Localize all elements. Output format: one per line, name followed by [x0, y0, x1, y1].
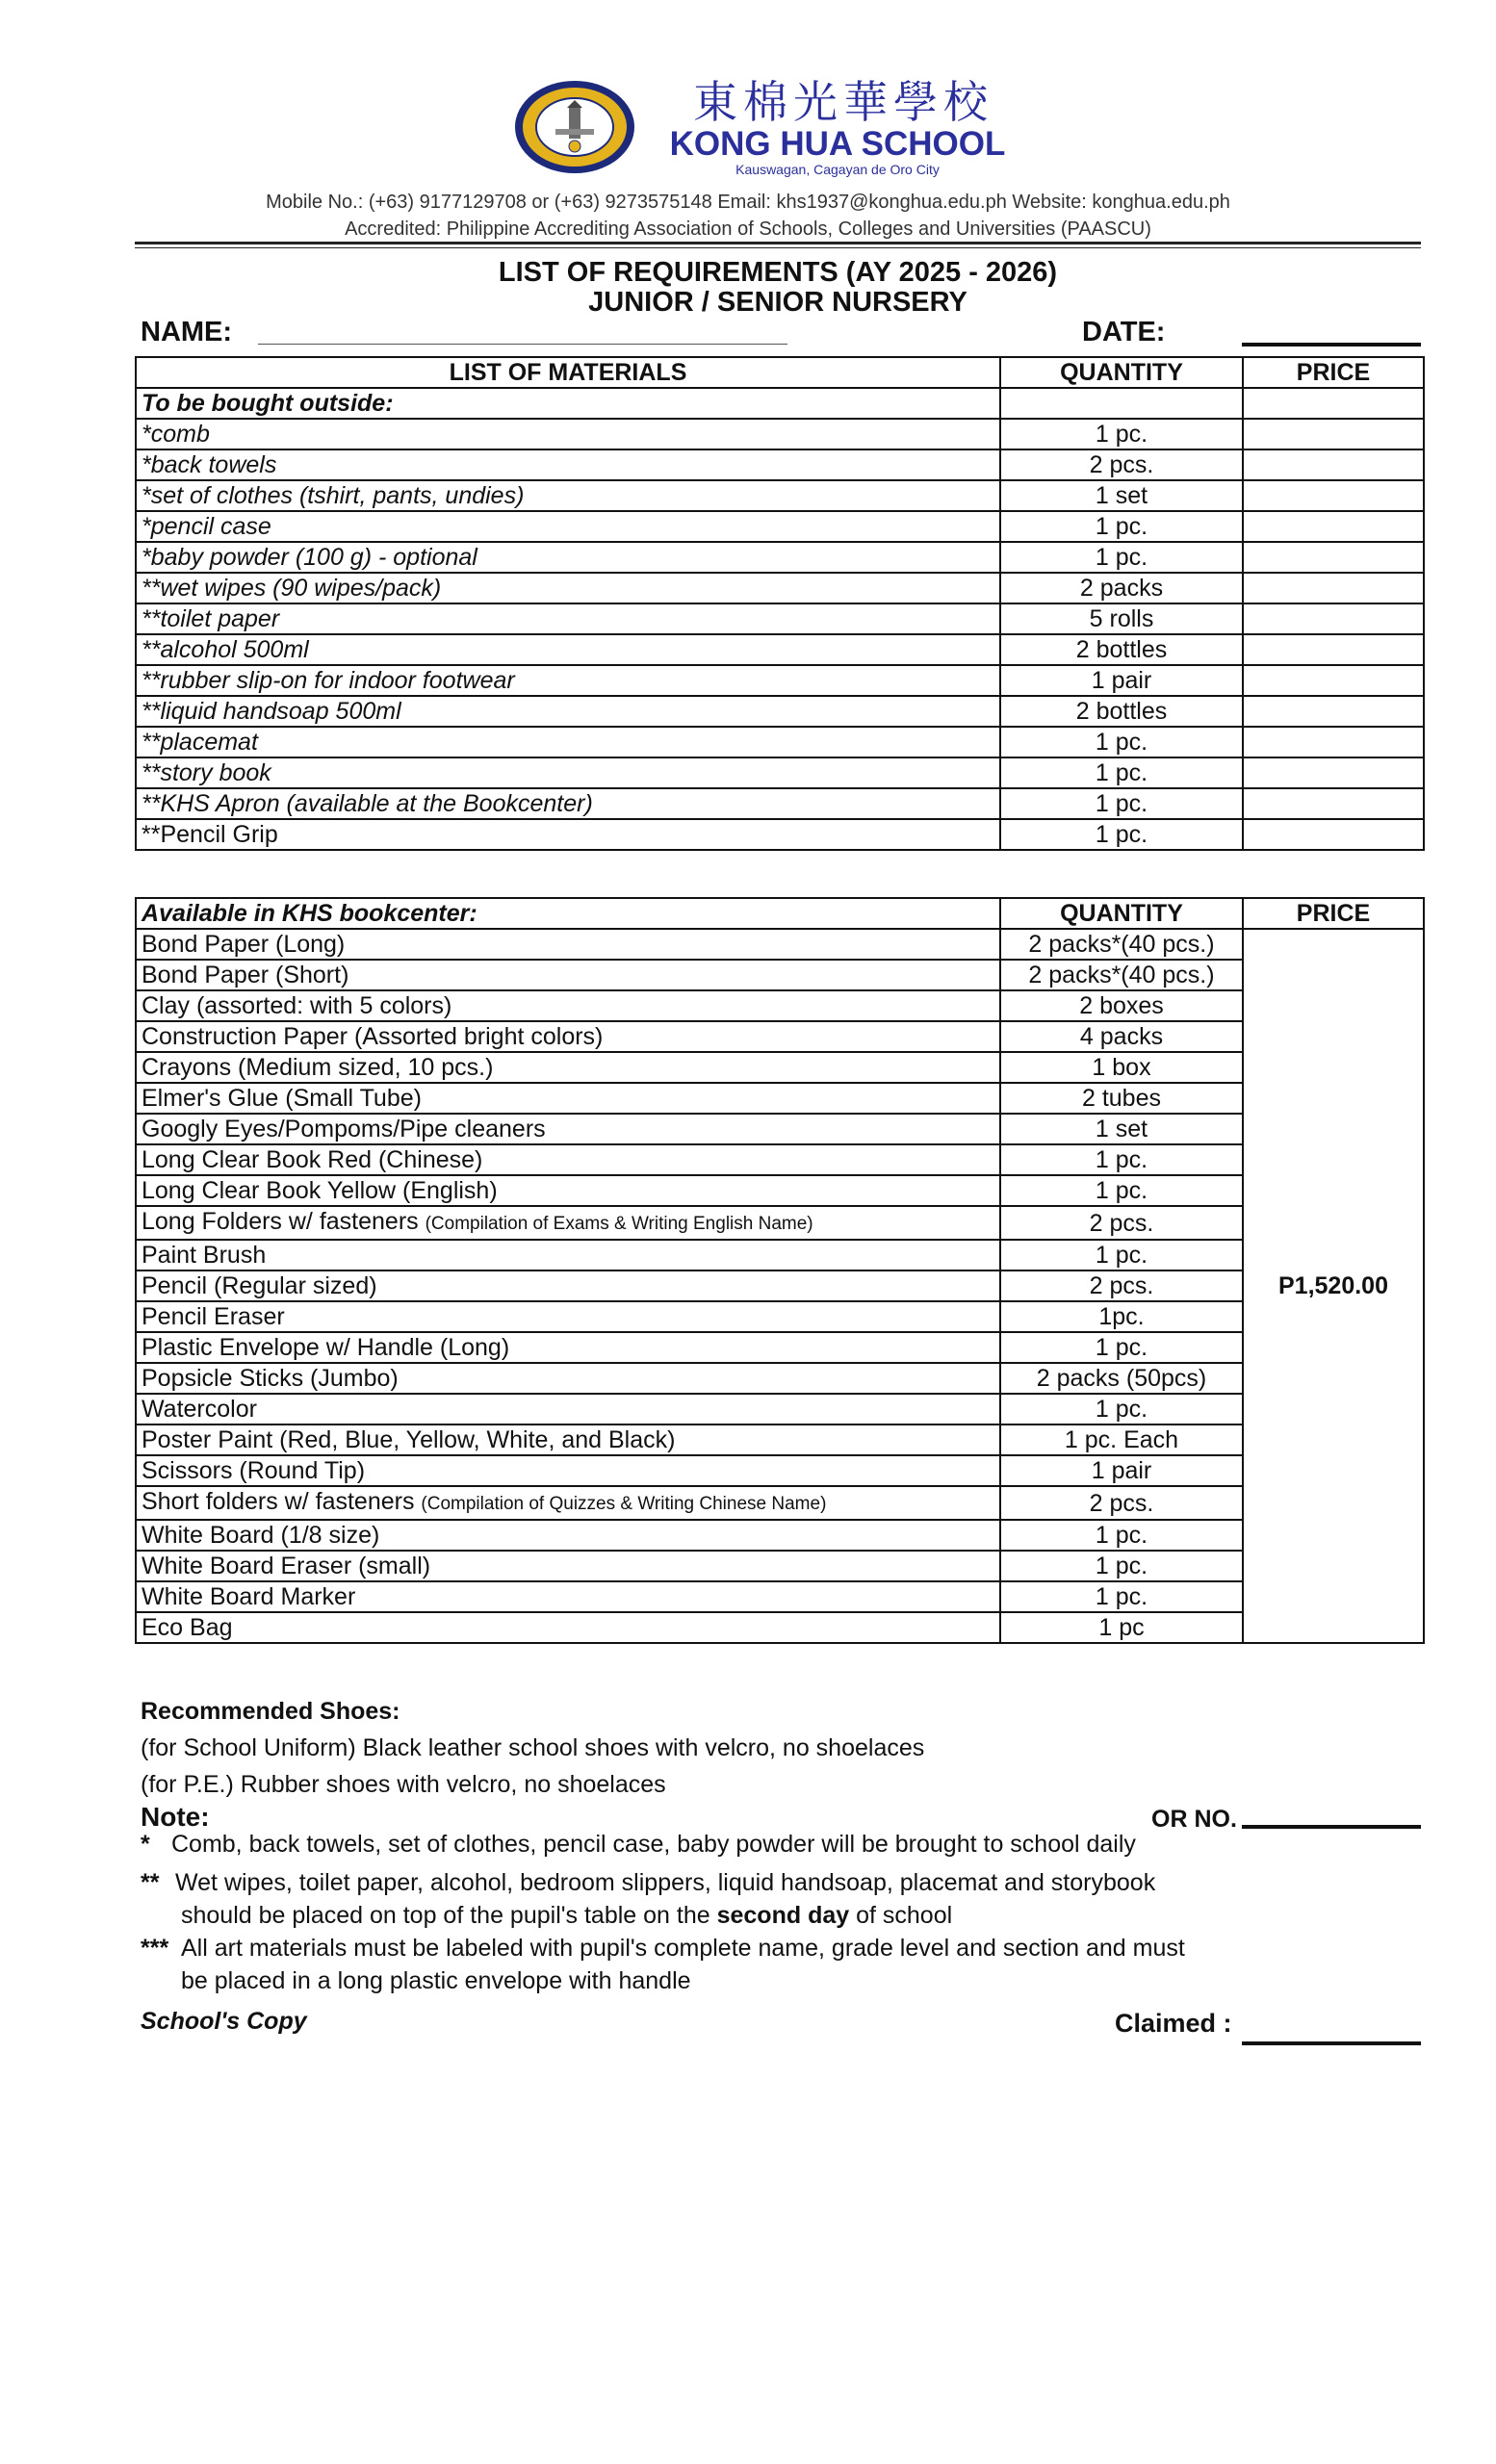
quantity-cell: 1 pc.: [1000, 1175, 1243, 1206]
table-row: [136, 573, 1424, 603]
material-name-cell: **alcohol 500ml: [136, 634, 1000, 665]
material-name-cell: [136, 1175, 1000, 1206]
material-name-cell: [136, 1424, 1000, 1455]
material-name: Watercolor: [142, 1396, 257, 1423]
table-row: [136, 819, 1424, 850]
material-name-cell: [136, 1301, 1000, 1332]
material-name-cell: [136, 1332, 1000, 1363]
school-address: Kauswagan, Cagayan de Oro City: [735, 162, 940, 177]
school-copy-label: School's Copy: [141, 2008, 307, 2035]
material-name-cell: **KHS Apron (available at the Bookcenter): [136, 788, 1000, 819]
quantity-header: QUANTITY: [1000, 357, 1243, 388]
material-name: White Board Eraser (small): [142, 1553, 431, 1579]
table-header-row: [136, 898, 1424, 929]
table-row: [136, 1083, 1424, 1114]
material-name-cell: [136, 1144, 1000, 1175]
material-name: Poster Paint (Red, Blue, Yellow, White, and Black): [142, 1426, 676, 1453]
note-2-text-a: should be placed on top of the pupil's table on the: [181, 1902, 717, 1929]
quantity-cell: 1 pc.: [1000, 419, 1243, 449]
material-name-cell: [136, 1455, 1000, 1486]
material-name-cell: [136, 1520, 1000, 1551]
quantity-cell: 1 pc.: [1000, 819, 1243, 850]
quantity-cell: 1 pc.: [1000, 542, 1243, 573]
table-row: [136, 1144, 1424, 1175]
material-name: Bond Paper (Short): [142, 962, 349, 988]
quantity-cell: 2 pcs.: [1000, 1270, 1243, 1301]
table-row: [136, 1270, 1424, 1301]
table-row: [136, 1206, 1424, 1240]
table-row: [136, 1612, 1424, 1643]
shoes-heading: Recommended Shoes:: [141, 1698, 400, 1725]
material-name-cell: [136, 1206, 1000, 1240]
price-cell[interactable]: [1243, 665, 1424, 696]
material-name-cell: [136, 1114, 1000, 1144]
price-cell[interactable]: [1243, 419, 1424, 449]
table-row: [136, 929, 1424, 960]
material-name: Pencil Eraser: [142, 1303, 285, 1330]
table-row: [136, 1240, 1424, 1270]
quantity-cell: 2 packs: [1000, 573, 1243, 603]
table-row: [136, 480, 1424, 511]
price-cell[interactable]: [1243, 449, 1424, 480]
quantity-cell: 2 boxes: [1000, 990, 1243, 1021]
quantity-cell: 1 pc.: [1000, 511, 1243, 542]
material-name-cell: [136, 1021, 1000, 1052]
material-name: Long Clear Book Yellow (English): [142, 1177, 498, 1204]
quantity-cell: 1 pc.: [1000, 1581, 1243, 1612]
material-name-cell: **liquid handsoap 500ml: [136, 696, 1000, 727]
material-name-cell: **toilet paper: [136, 603, 1000, 634]
material-name: Elmer's Glue (Small Tube): [142, 1085, 422, 1112]
price-cell[interactable]: [1243, 603, 1424, 634]
price-cell[interactable]: [1243, 511, 1424, 542]
material-name: Crayons (Medium sized, 10 pcs.): [142, 1054, 494, 1081]
material-name-cell: [136, 1551, 1000, 1581]
contact-info: Mobile No.: (+63) 9177129708 or (+63) 9273575148 Email: khs1937@konghua.edu.ph Website: konghua.edu.ph: [266, 192, 1230, 213]
table-row: [136, 727, 1424, 757]
material-name: Popsicle Sticks (Jumbo): [142, 1365, 399, 1392]
quantity-cell: 2 pcs.: [1000, 449, 1243, 480]
quantity-header: QUANTITY: [1000, 898, 1243, 929]
quantity-cell: 1 pc.: [1000, 757, 1243, 788]
quantity-cell: 1 pc.: [1000, 727, 1243, 757]
quantity-cell: 1 pc.: [1000, 1332, 1243, 1363]
quantity-cell: 1 pc.: [1000, 1240, 1243, 1270]
material-name-cell: [136, 960, 1000, 990]
material-name: Construction Paper (Assorted bright colors): [142, 1023, 604, 1050]
table-row: [136, 788, 1424, 819]
note-1-marker: *: [141, 1831, 150, 1858]
school-name-chinese: 東棉光華學校: [693, 76, 993, 128]
quantity-cell: 2 pcs.: [1000, 1206, 1243, 1240]
table-row: [136, 1486, 1424, 1520]
price-cell[interactable]: [1243, 634, 1424, 665]
quantity-cell: 1 pc.: [1000, 788, 1243, 819]
materials-header: LIST OF MATERIALS: [136, 357, 1000, 388]
header-divider: [135, 242, 1421, 244]
quantity-cell: 1 pc. Each: [1000, 1424, 1243, 1455]
quantity-cell: 2 pcs.: [1000, 1486, 1243, 1520]
accreditation-info: Accredited: Philippine Accrediting Association of Schools, Colleges and Universities (PAASCU): [345, 218, 1151, 240]
note-heading: Note:: [141, 1802, 210, 1832]
price-cell[interactable]: [1243, 573, 1424, 603]
material-name: Plastic Envelope w/ Handle (Long): [142, 1334, 510, 1361]
material-name: Eco Bag: [142, 1614, 233, 1641]
quantity-cell: 1 pair: [1000, 1455, 1243, 1486]
table-row: [136, 1052, 1424, 1083]
note-3-line-1: All art materials must be labeled with pupil's complete name, grade level and section and must: [181, 1935, 1185, 1962]
quantity-cell: 1 set: [1000, 480, 1243, 511]
shoes-pe: (for P.E.) Rubber shoes with velcro, no shoelaces: [141, 1771, 666, 1798]
material-name-cell: [136, 1581, 1000, 1612]
material-name-cell: **wet wipes (90 wipes/pack): [136, 573, 1000, 603]
material-name: White Board Marker: [142, 1583, 356, 1610]
price-cell[interactable]: [1243, 788, 1424, 819]
material-name: Scissors (Round Tip): [142, 1457, 366, 1484]
material-name-cell: *back towels: [136, 449, 1000, 480]
material-name: Long Folders w/ fasteners: [142, 1208, 419, 1235]
material-name: Paint Brush: [142, 1242, 267, 1269]
material-name-cell: [136, 1363, 1000, 1394]
quantity-cell: 1 pc.: [1000, 1144, 1243, 1175]
table-row: [136, 603, 1424, 634]
material-name-cell: **rubber slip-on for indoor footwear: [136, 665, 1000, 696]
name-field-line[interactable]: [258, 344, 787, 345]
quantity-cell: 1 pair: [1000, 665, 1243, 696]
material-name-cell: [136, 1612, 1000, 1643]
table-row: [136, 1301, 1424, 1332]
table-header-row: [136, 357, 1424, 388]
table-row: [136, 1114, 1424, 1144]
table-row: [136, 449, 1424, 480]
table-row: [136, 419, 1424, 449]
material-note: (Compilation of Quizzes & Writing Chinese Name): [421, 1494, 827, 1514]
materials-outside-table: [135, 356, 1425, 851]
material-name-cell: **story book: [136, 757, 1000, 788]
or-number-field-line[interactable]: [1242, 1825, 1421, 1829]
quantity-cell: 2 bottles: [1000, 696, 1243, 727]
note-2-marker: **: [141, 1869, 160, 1896]
claimed-signature-line[interactable]: [1242, 2041, 1421, 2045]
note-2-line-2: [181, 1900, 952, 1931]
price-cell[interactable]: [1243, 757, 1424, 788]
quantity-cell: 1 set: [1000, 1114, 1243, 1144]
table-row: [136, 634, 1424, 665]
date-field-line[interactable]: [1242, 343, 1421, 346]
price-cell[interactable]: [1243, 727, 1424, 757]
quantity-cell: 1 box: [1000, 1052, 1243, 1083]
note-3-marker: ***: [141, 1935, 169, 1962]
quantity-cell: 4 packs: [1000, 1021, 1243, 1052]
document-title: LIST OF REQUIREMENTS (AY 2025 - 2026): [498, 257, 1058, 288]
quantity-cell: 2 packs*(40 pcs.): [1000, 929, 1243, 960]
quantity-cell: 2 tubes: [1000, 1083, 1243, 1114]
price-cell[interactable]: [1243, 480, 1424, 511]
table-row: [136, 1455, 1424, 1486]
material-name-cell: *comb: [136, 419, 1000, 449]
quantity-cell: 2 packs*(40 pcs.): [1000, 960, 1243, 990]
shoes-uniform: (for School Uniform) Black leather school shoes with velcro, no shoelaces: [141, 1734, 925, 1761]
price-header: PRICE: [1243, 357, 1424, 388]
material-name: Clay (assorted: with 5 colors): [142, 992, 452, 1019]
table-row: [136, 542, 1424, 573]
section-label-bookcenter: Available in KHS bookcenter:: [136, 898, 1000, 929]
note-2-emphasis: second day: [716, 1902, 850, 1929]
date-label: DATE:: [1082, 317, 1166, 347]
material-name-cell: [136, 1486, 1000, 1520]
school-seal-logo: [513, 79, 636, 175]
price-cell[interactable]: [1243, 696, 1424, 727]
quantity-cell: 1 pc.: [1000, 1394, 1243, 1424]
material-name: Long Clear Book Red (Chinese): [142, 1146, 483, 1173]
price-cell[interactable]: [1243, 542, 1424, 573]
quantity-cell: 1 pc: [1000, 1612, 1243, 1643]
or-number-label: OR NO.: [1151, 1806, 1237, 1833]
material-name-cell: [136, 1240, 1000, 1270]
note-2-line-1: Wet wipes, toilet paper, alcohol, bedroom slippers, liquid handsoap, placemat and storybook: [175, 1869, 1156, 1896]
material-name-cell: [136, 1394, 1000, 1424]
table-row: [136, 696, 1424, 727]
material-name-cell: *set of clothes (tshirt, pants, undies): [136, 480, 1000, 511]
material-name: Short folders w/ fasteners: [142, 1488, 415, 1515]
school-name-english: KONG HUA SCHOOL: [669, 125, 1006, 163]
quantity-cell: 2 packs (50pcs): [1000, 1363, 1243, 1394]
table-row: [136, 1021, 1424, 1052]
material-name-cell: [136, 1083, 1000, 1114]
price-cell[interactable]: [1243, 819, 1424, 850]
table-row: [136, 960, 1424, 990]
table-row: [136, 990, 1424, 1021]
material-name-cell: [136, 929, 1000, 960]
price-cell[interactable]: [1243, 388, 1424, 419]
header-divider-thin: [135, 247, 1421, 248]
material-name: White Board (1/8 size): [142, 1522, 380, 1549]
table-row: [136, 1520, 1424, 1551]
table-row: [136, 1332, 1424, 1363]
table-row: [136, 1551, 1424, 1581]
note-3-line-2: be placed in a long plastic envelope with handle: [181, 1967, 691, 1994]
table-row: [136, 1581, 1424, 1612]
section-label-outside: To be bought outside:: [136, 388, 1000, 419]
price-header: PRICE: [1243, 898, 1424, 929]
note-1-text: Comb, back towels, set of clothes, pencil case, baby powder will be brought to school daily: [171, 1831, 1136, 1858]
material-name-cell: [136, 990, 1000, 1021]
material-name: Bond Paper (Long): [142, 931, 346, 958]
table-row: [136, 757, 1424, 788]
material-name: Googly Eyes/Pompoms/Pipe cleaners: [142, 1116, 546, 1142]
total-price-cell: P1,520.00: [1243, 929, 1424, 1643]
note-2-text-c: of school: [849, 1902, 953, 1929]
material-name-cell: **Pencil Grip: [136, 819, 1000, 850]
material-name-cell: *baby powder (100 g) - optional: [136, 542, 1000, 573]
material-name-cell: [136, 1052, 1000, 1083]
table-row: [136, 1394, 1424, 1424]
section-row: [136, 388, 1424, 419]
claimed-label: Claimed :: [1115, 2009, 1232, 2038]
material-name-cell: **placemat: [136, 727, 1000, 757]
quantity-cell: 1 pc.: [1000, 1520, 1243, 1551]
table-row: [136, 1424, 1424, 1455]
table-row: [136, 1363, 1424, 1394]
quantity-cell: 1pc.: [1000, 1301, 1243, 1332]
quantity-cell: 2 bottles: [1000, 634, 1243, 665]
document-subtitle: JUNIOR / SENIOR NURSERY: [588, 287, 967, 318]
quantity-cell: 5 rolls: [1000, 603, 1243, 634]
quantity-cell: 1 pc.: [1000, 1551, 1243, 1581]
quantity-cell: [1000, 388, 1243, 419]
bookcenter-table: [135, 897, 1425, 1644]
table-row: [136, 511, 1424, 542]
material-name: Pencil (Regular sized): [142, 1272, 377, 1299]
material-name-cell: [136, 1270, 1000, 1301]
table-row: [136, 1175, 1424, 1206]
name-label: NAME:: [141, 317, 233, 347]
material-name-cell: *pencil case: [136, 511, 1000, 542]
material-note: (Compilation of Exams & Writing English Name): [425, 1214, 813, 1234]
table-row: [136, 665, 1424, 696]
